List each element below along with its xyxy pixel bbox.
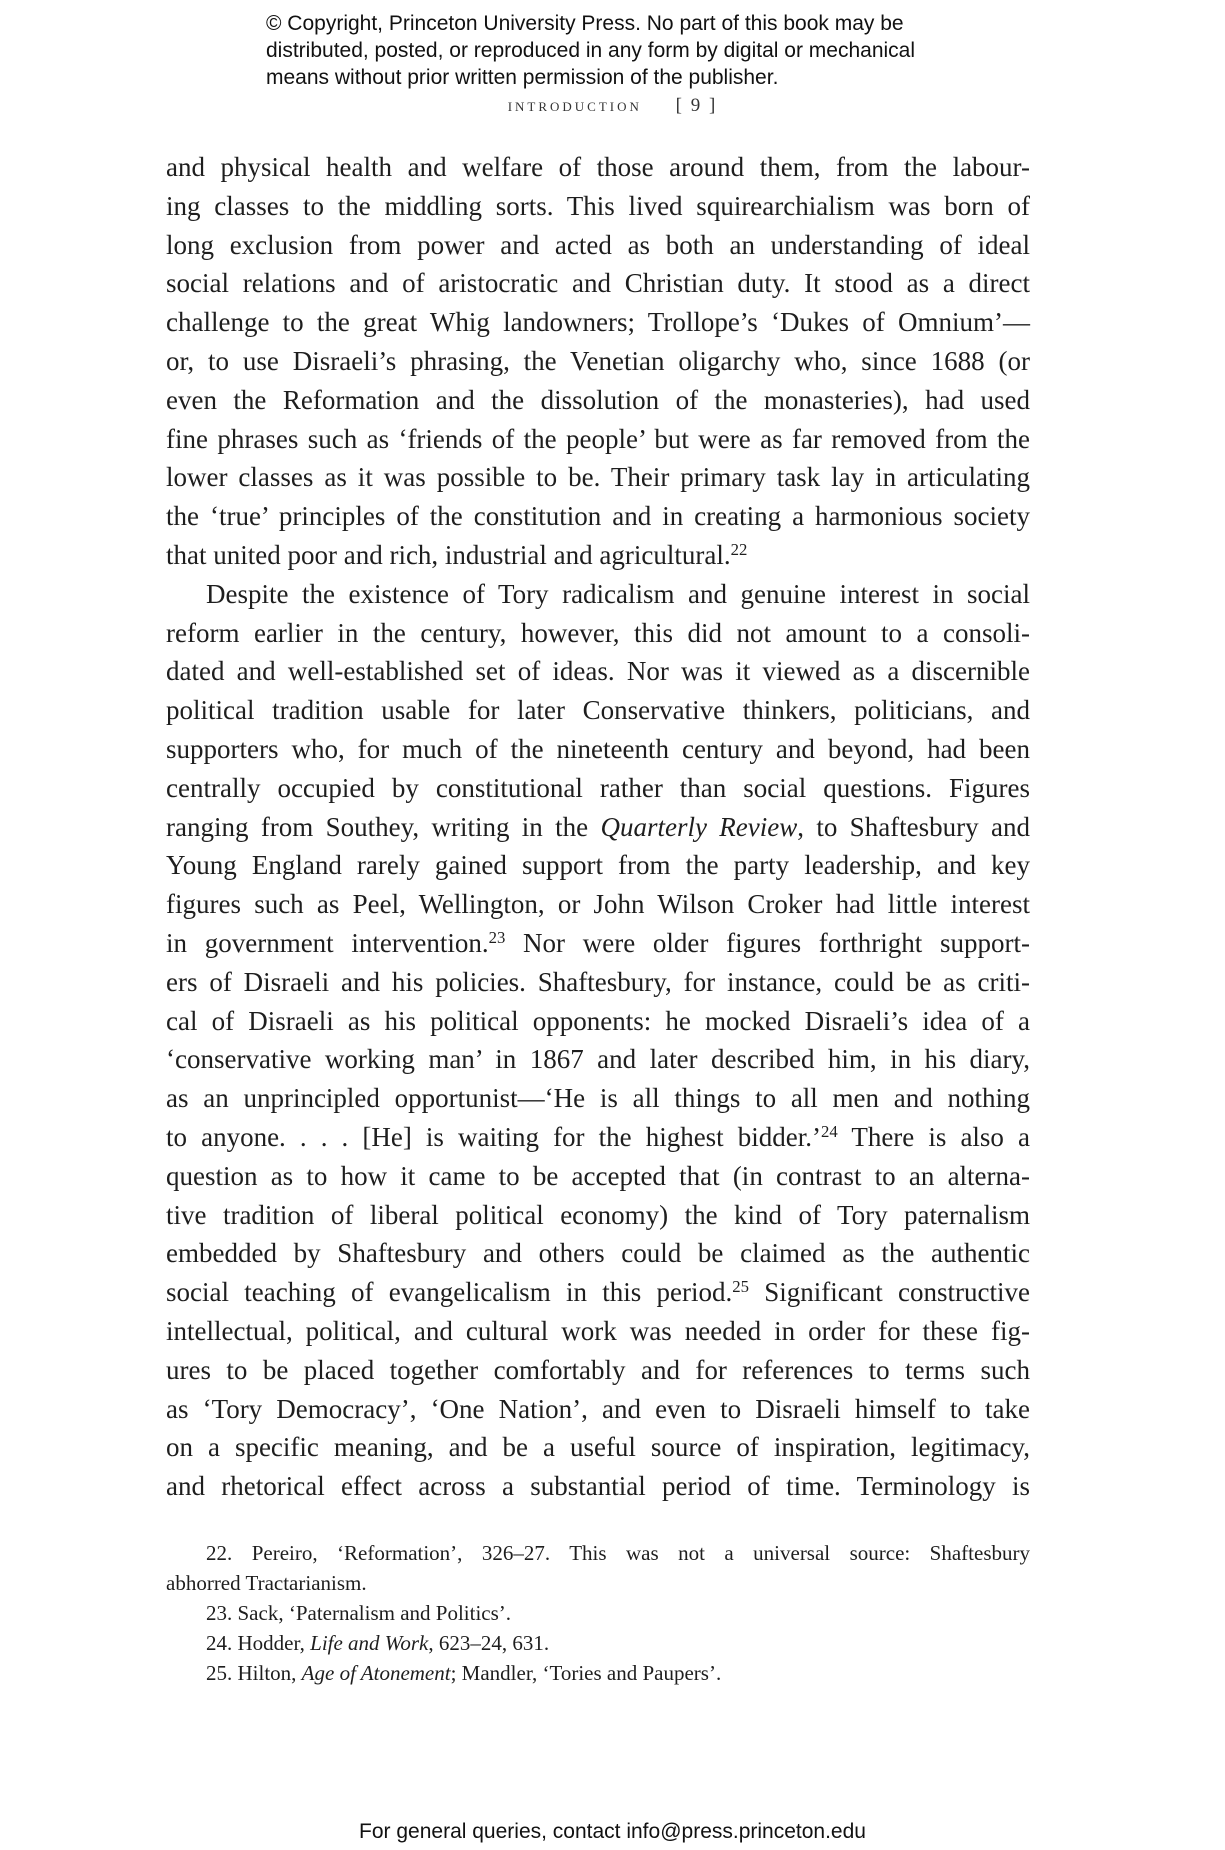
text-run: ranging from Southey, writing in the bbox=[166, 811, 601, 842]
text-run: social teaching of evangelicalism in this period. bbox=[166, 1277, 733, 1308]
text-line: long exclusion from power and acted as both an understanding of ideal bbox=[166, 229, 1030, 260]
footnote-22: 22. Pereiro, ‘Reformation’, 326–27. This was not a universal source: Shaftesbury bbox=[206, 1541, 1030, 1565]
text-line: as ‘Tory Democracy’, ‘One Nation’, and even to Disraeli himself to take bbox=[166, 1393, 1030, 1424]
text-line: figures such as Peel, Wellington, or John Wilson Croker had little interest bbox=[166, 889, 1030, 920]
footnote-22-continuation: abhorred Tractarianism. bbox=[166, 1571, 367, 1595]
text-line: centrally occupied by constitutional rather than social questions. Figures bbox=[166, 772, 1030, 803]
text-line: intellectual, political, and cultural work was needed in order for these fig- bbox=[166, 1315, 1030, 1346]
text-line: or, to use Disraeli’s phrasing, the Venetian oligarchy who, since 1688 (or bbox=[166, 345, 1030, 376]
copyright-line: means without prior written permission of the publisher. bbox=[266, 66, 779, 89]
text-line bbox=[166, 924, 1030, 963]
text-line: fine phrases such as ‘friends of the people’ but were as far removed from the bbox=[166, 423, 1030, 454]
text-run: 25. Hilton, bbox=[206, 1661, 302, 1685]
footnote-ref-24[interactable]: 24 bbox=[821, 1121, 838, 1141]
text-line: ing classes to the middling sorts. This lived squirearchialism was born of bbox=[166, 190, 1030, 221]
text-run: There is also a bbox=[837, 1121, 1031, 1152]
footnote-25 bbox=[166, 1658, 1030, 1688]
text-line: Despite the existence of Tory radicalism and genuine interest in social bbox=[206, 578, 1030, 609]
text-line: the ‘true’ principles of the constitution and in creating a harmonious society bbox=[166, 501, 1030, 532]
text-line: Young England rarely gained support from the party leadership, and key bbox=[166, 850, 1030, 881]
text-line: on a specific meaning, and be a useful source of inspiration, legitimacy, bbox=[166, 1432, 1030, 1463]
text-line: and rhetorical effect across a substantial period of time. Terminology is bbox=[166, 1471, 1030, 1502]
text-line bbox=[166, 1273, 1030, 1312]
text-line: supporters who, for much of the nineteenth century and beyond, had been bbox=[166, 733, 1030, 764]
text-line: lower classes as it was possible to be. Their primary task lay in articulating bbox=[166, 462, 1030, 493]
text-line: as an unprincipled opportunist—‘He is all things to all men and nothing bbox=[166, 1083, 1030, 1114]
italic-title: Quarterly Review bbox=[600, 811, 798, 842]
running-head-label: introduction bbox=[507, 95, 642, 116]
page-number: [ 9 ] bbox=[675, 95, 718, 116]
text-line: ers of Disraeli and his policies. Shaftesbury, for instance, could be as criti- bbox=[166, 966, 1030, 997]
text-line bbox=[166, 1118, 1030, 1157]
text-line: tive tradition of liberal political economy) the kind of Tory paternalism bbox=[166, 1199, 1030, 1230]
text-run: 24. Hodder, bbox=[206, 1631, 311, 1655]
text-line bbox=[166, 808, 1030, 847]
text-line bbox=[166, 536, 1030, 575]
text-line: even the Reformation and the dissolution of the monasteries), had used bbox=[166, 384, 1030, 415]
text-line: embedded by Shaftesbury and others could be claimed as the authentic bbox=[166, 1238, 1030, 1269]
paragraph-1 bbox=[166, 148, 1030, 575]
text-run: Significant constructive bbox=[749, 1277, 1030, 1308]
footnotes bbox=[166, 1538, 1030, 1688]
text-line: dated and well-established set of ideas. Nor was it viewed as a discernible bbox=[166, 656, 1030, 687]
footnote-24 bbox=[166, 1628, 1030, 1658]
text-line: question as to how it came to be accepted that (in contrast to an alterna- bbox=[166, 1160, 1030, 1191]
copyright-line: distributed, posted, or reproduced in any form by digital or mechanical bbox=[266, 39, 916, 62]
text-line: reform earlier in the century, however, this did not amount to a consoli- bbox=[166, 617, 1030, 648]
text-line: cal of Disraeli as his political opponents: he mocked Disraeli’s idea of a bbox=[166, 1005, 1030, 1036]
copyright-notice bbox=[266, 10, 986, 91]
footnote-ref-22[interactable]: 22 bbox=[730, 539, 748, 559]
paragraph-2 bbox=[166, 575, 1030, 1506]
footnote-ref-25[interactable]: 25 bbox=[732, 1276, 749, 1296]
text-line: challenge to the great Whig landowners; Trollope’s ‘Dukes of Omnium’— bbox=[166, 307, 1030, 338]
text-run: ; Mandler, ‘Tories and Paupers’. bbox=[450, 1661, 722, 1685]
body-text bbox=[166, 148, 1030, 1506]
text-run: , to Shaftesbury and bbox=[797, 811, 1030, 842]
text-run: in government intervention. bbox=[166, 927, 489, 958]
running-head bbox=[0, 95, 1225, 117]
text-run: that united poor and rich, industrial and agricultural. bbox=[166, 539, 731, 570]
text-line: social relations and of aristocratic and Christian duty. It stood as a direct bbox=[166, 268, 1030, 299]
text-line: ‘conservative working man’ in 1867 and later described him, in his diary, bbox=[166, 1044, 1030, 1075]
italic-title: Age of Atonement bbox=[301, 1661, 451, 1685]
italic-title: Life and Work bbox=[310, 1631, 429, 1655]
text-line: political tradition usable for later Conservative thinkers, politicians, and bbox=[166, 695, 1030, 726]
footer-contact: For general queries, contact info@press.princeton.edu bbox=[359, 1820, 866, 1843]
text-line: and physical health and welfare of those around them, from the labour- bbox=[166, 152, 1030, 182]
text-run: to anyone. . . . [He] is waiting for the highest bidder.’ bbox=[166, 1121, 821, 1152]
text-line: ures to be placed together comfortably and for references to terms such bbox=[166, 1354, 1030, 1385]
footnote-ref-23[interactable]: 23 bbox=[488, 927, 506, 947]
copyright-line: © Copyright, Princeton University Press. No part of this book may be bbox=[266, 12, 904, 35]
text-run: Nor were older figures forthright support- bbox=[505, 927, 1030, 958]
text-run: , 623–24, 631. bbox=[428, 1631, 550, 1655]
footnote-23: 23. Sack, ‘Paternalism and Politics’. bbox=[206, 1601, 512, 1625]
